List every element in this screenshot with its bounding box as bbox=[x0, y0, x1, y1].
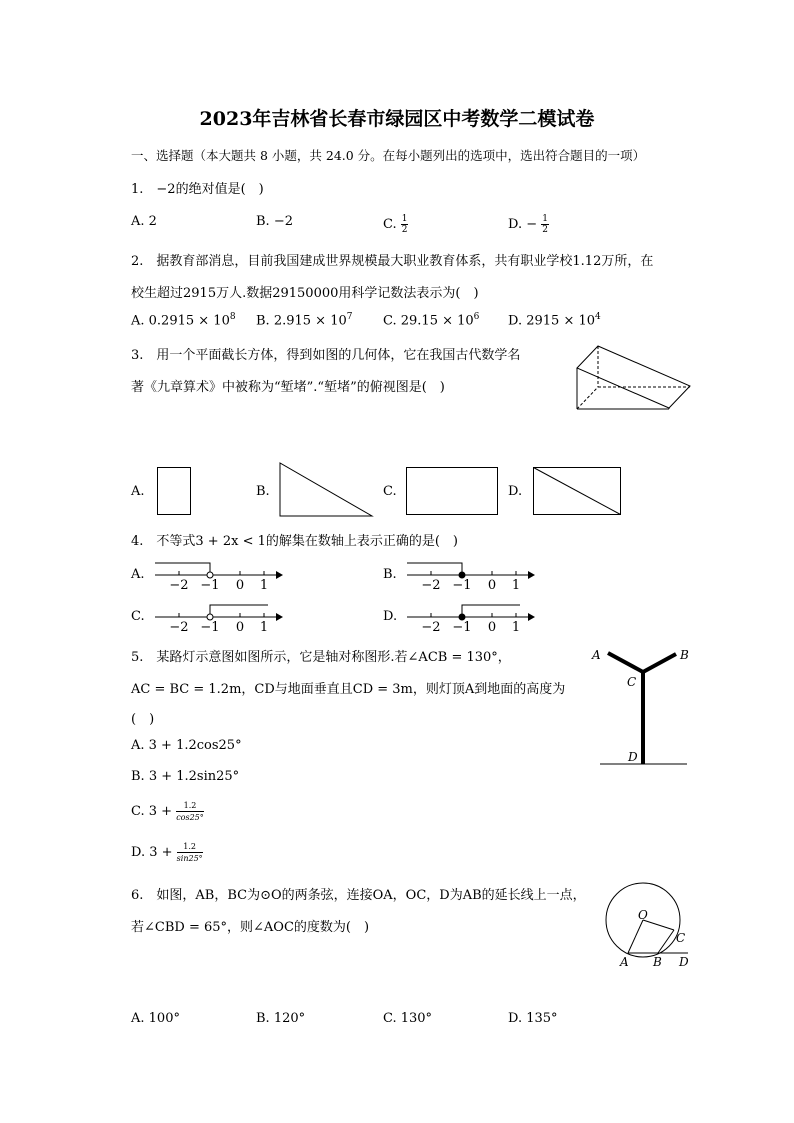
q4-option-d-numberline-tick-label: −2 bbox=[421, 620, 441, 635]
q5-option-d: D. 3 + $\frac{1.2}{\sin 25^\circ}$ bbox=[131, 842, 203, 863]
q4-option-c-numberline-open-point bbox=[207, 614, 213, 620]
q5-option-a: A. 3 + 1.2cos25° bbox=[131, 738, 242, 753]
q4-option-b: B. bbox=[383, 567, 397, 582]
q4-option-a-numberline-tick-label: 1 bbox=[259, 578, 269, 593]
q1-d-denominator: 2 bbox=[542, 225, 548, 235]
q4-option-b-numberline bbox=[404, 558, 538, 594]
q1-option-d: D. − $\frac{1}{2}$ bbox=[508, 214, 548, 235]
q4-option-a-numberline-tick-label: 0 bbox=[235, 578, 245, 593]
q3-option-a: A. bbox=[131, 484, 145, 499]
q4-option-a-numberline bbox=[152, 558, 286, 594]
q4-option-a-numberline-open-point bbox=[207, 572, 213, 578]
q4-option-c-numberline-tick-label: 1 bbox=[259, 620, 269, 635]
q3-option-d: D. bbox=[508, 484, 523, 499]
question-5-line2: AC = BC = 1.2m，CD与地面垂直且CD = 3m，则灯顶A到地面的高度为 bbox=[131, 682, 566, 697]
q5-label-a: A bbox=[592, 648, 601, 662]
q4-option-c-numberline-tick-label: −1 bbox=[200, 620, 220, 635]
q2-option-d: D. $2915 \times 10^4$ bbox=[508, 312, 601, 329]
q1-c-numerator: 1 bbox=[401, 214, 408, 224]
section-heading: 一、选择题（本大题共 8 小题，共 24.0 分。在每小题列出的选项中，选出符合题目的一项） bbox=[131, 148, 646, 163]
q4-option-d-numberline bbox=[404, 600, 538, 636]
q4-option-b-numberline-tick-label: −2 bbox=[421, 578, 441, 593]
q4-option-c-numberline-solution-ray bbox=[210, 605, 268, 617]
q4-option-d: D. bbox=[383, 609, 398, 624]
q5-option-b: B. 3 + 1.2sin25° bbox=[131, 769, 240, 784]
page-title: 2023年吉林省长春市绿园区中考数学二模试卷 bbox=[199, 108, 595, 130]
question-5-line1: 5. 某路灯示意图如图所示，它是轴对称图形.若∠ACB = 130°， bbox=[131, 650, 511, 665]
q1-option-b: B. −2 bbox=[256, 214, 293, 229]
q3-option-d-figure bbox=[533, 467, 623, 517]
q4-option-c-numberline-tick-label: −2 bbox=[169, 620, 189, 635]
question-2-line2: 校生超过2915万人.数据29150000用科学记数法表示为( ) bbox=[131, 286, 479, 301]
q4-option-d-numberline-tick-label: 1 bbox=[511, 620, 521, 635]
q4-option-b-numberline-tick-label: −1 bbox=[452, 578, 472, 593]
question-1-stem: 1. −2的绝对值是( ) bbox=[131, 182, 264, 197]
question-6-line1: 6. 如图，AB，BC为⊙O的两条弦，连接OA，OC，D为AB的延长线上一点， bbox=[131, 888, 586, 903]
q4-option-d-numberline-arrow bbox=[528, 613, 535, 621]
question-3-line1: 3. 用一个平面截长方体，得到如图的几何体，它在我国古代数学名 bbox=[131, 348, 521, 363]
q1-option-a: A. 2 bbox=[131, 214, 157, 229]
q6-label-d: D bbox=[679, 955, 689, 969]
q1-c-denominator: 2 bbox=[401, 225, 408, 235]
q5-streetlamp-figure bbox=[588, 643, 692, 768]
q6-circle-figure bbox=[600, 882, 696, 972]
q4-option-a-numberline-arrow bbox=[276, 571, 283, 579]
q2-option-b: B. $2.915 \times 10^7$ bbox=[256, 312, 353, 329]
q6-label-c: C bbox=[676, 931, 686, 945]
q6-option-c: C. 130° bbox=[383, 1011, 433, 1026]
q4-option-a-numberline-solution-ray bbox=[155, 563, 210, 575]
q5-c-denominator: cos25° bbox=[176, 813, 204, 822]
question-3-line2: 著《九章算术》中被称为“堑堵”.“堑堵”的俯视图是( ) bbox=[131, 380, 445, 395]
q4-option-a: A. bbox=[131, 567, 145, 582]
q6-label-a: A bbox=[620, 955, 629, 969]
q6-option-d: D. 135° bbox=[508, 1011, 558, 1026]
q2-option-c: C. $29.15 \times 10^6$ bbox=[383, 312, 480, 329]
q4-option-d-numberline-solution-ray bbox=[462, 605, 520, 617]
q1-option-c: C. $\frac{1}{2}$ bbox=[383, 214, 408, 235]
q5-label-b: B bbox=[680, 648, 689, 662]
q4-option-d-numberline-tick-label: 0 bbox=[487, 620, 497, 635]
q3-option-b: B. bbox=[256, 484, 270, 499]
question-6-line2: 若∠CBD = 65°，则∠AOC的度数为( ) bbox=[131, 920, 370, 935]
q4-option-b-numberline-arrow bbox=[528, 571, 535, 579]
q4-option-b-numberline-solution-ray bbox=[407, 563, 462, 575]
q3-option-a-figure bbox=[157, 467, 193, 517]
q3-option-c: C. bbox=[383, 484, 397, 499]
q3-option-b-figure bbox=[279, 462, 375, 518]
q4-option-c-numberline bbox=[152, 600, 286, 636]
q6-option-a: A. 100° bbox=[131, 1011, 180, 1026]
q1-d-numerator: 1 bbox=[542, 214, 548, 224]
question-5-line3: ( ) bbox=[131, 712, 155, 727]
q6-label-b: B bbox=[653, 955, 662, 969]
q4-option-b-numberline-tick-label: 1 bbox=[511, 578, 521, 593]
question-2-line1: 2. 据教育部消息，目前我国建成世界规模最大职业教育体系，共有职业学校1.12万所，在 bbox=[131, 254, 654, 269]
q4-option-d-numberline-closed-point bbox=[459, 614, 465, 620]
q5-d-numerator: 1.2 bbox=[177, 841, 203, 853]
q5-label-d: D bbox=[628, 750, 638, 764]
q5-label-c: C bbox=[627, 675, 637, 689]
q5-d-denominator: sin25° bbox=[176, 854, 203, 863]
q4-option-c: C. bbox=[131, 609, 145, 624]
q3-option-c-figure bbox=[406, 467, 500, 517]
q4-option-b-numberline-tick-label: 0 bbox=[487, 578, 497, 593]
question-4-stem: 4. 不等式3 + 2x < 1的解集在数轴上表示正确的是( ) bbox=[131, 534, 459, 549]
q2-option-a: A. $0.2915 \times 10^8$ bbox=[131, 312, 236, 329]
q5-option-c: C. 3 + $\frac{1.2}{\cos 25^\circ}$ bbox=[131, 801, 204, 822]
q5-c-numerator: 1.2 bbox=[176, 800, 204, 812]
q4-option-c-numberline-tick-label: 0 bbox=[235, 620, 245, 635]
q4-option-a-numberline-tick-label: −2 bbox=[169, 578, 189, 593]
q6-option-b: B. 120° bbox=[256, 1011, 306, 1026]
q3-prism-figure bbox=[570, 342, 694, 414]
q4-option-c-numberline-arrow bbox=[276, 613, 283, 621]
q6-label-o: O bbox=[638, 908, 648, 922]
q4-option-b-numberline-closed-point bbox=[459, 572, 465, 578]
q4-option-d-numberline-tick-label: −1 bbox=[452, 620, 472, 635]
q4-option-a-numberline-tick-label: −1 bbox=[200, 578, 220, 593]
